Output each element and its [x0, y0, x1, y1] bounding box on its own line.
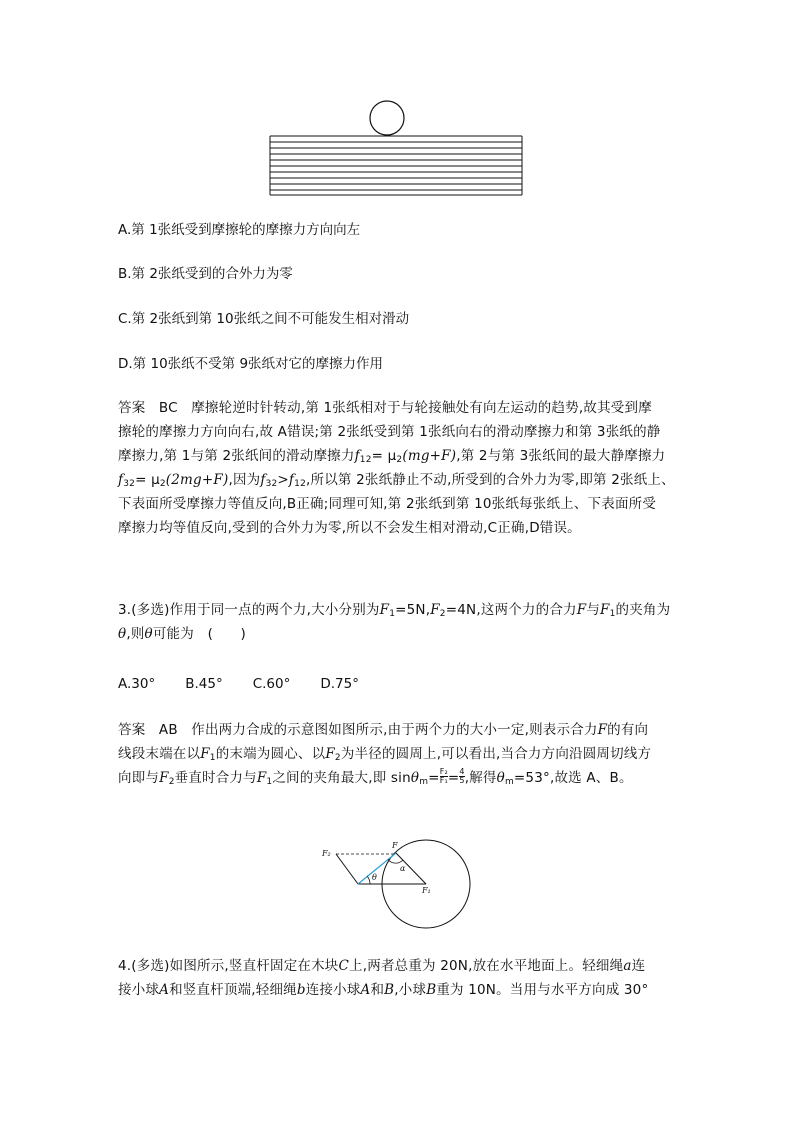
answer-text: 为半径的圆周上,可以看出,当合力方向沿圆周切线方 [340, 746, 652, 762]
q2-option-a: A.第 1张纸受到摩擦轮的摩擦力方向向左 [118, 222, 361, 238]
symbol: f [260, 472, 266, 488]
symbol: B [426, 982, 437, 998]
subscript: 12 [294, 479, 306, 489]
symbol: a [623, 958, 632, 974]
q3-option-c: C.60° [252, 676, 291, 692]
answer-label: 答案 [118, 400, 146, 416]
friction-wheel [370, 101, 404, 135]
symbol: >f [277, 472, 295, 488]
subscript: 2 [168, 777, 175, 787]
subscript: 32 [265, 479, 278, 489]
answer-key: AB [158, 722, 178, 738]
symbol: F [325, 746, 335, 762]
question-text: 3.(多选)作用于同一点的两个力,大小分别为 [118, 602, 380, 618]
subscript: 2 [159, 479, 166, 489]
symbol: A [159, 982, 170, 998]
answer-text: 摩擦轮逆时针转动,第 1张纸相对于与轮接触处有向左运动的趋势,故其受到摩 [191, 400, 652, 416]
subscript: m [419, 777, 429, 787]
answer-text: 之间的夹角最大,即 sin [272, 770, 411, 786]
question-text: 可能为 ( ) [152, 626, 246, 642]
question-text: 上,两者总重为 20N,放在水平地面上。轻细绳 [349, 958, 624, 974]
q3-option-b: B.45° [185, 676, 223, 692]
q3-option-d: D.75° [320, 676, 359, 692]
q4-stem [118, 954, 678, 1002]
f2-vector [336, 854, 358, 884]
question-text: ,小球 [394, 982, 427, 998]
symbol: F [576, 602, 587, 618]
symbol: F [379, 602, 390, 618]
answer-text: 垂直时合力与 [174, 770, 257, 786]
question-text: 的夹角为 [615, 602, 671, 618]
answer-text: 擦轮的摩擦力方向向右,故 A错误;第 2张纸受到第 1张纸向右的滑动摩擦力和第 3张纸的静 [118, 424, 661, 440]
answer-key: BC [158, 400, 178, 416]
q2-option-d: D.第 10张纸不受第 9张纸对它的摩擦力作用 [118, 356, 384, 372]
alpha-arc [388, 860, 403, 864]
q2-option-b: B.第 2张纸受到的合外力为零 [118, 266, 293, 282]
question-text: =5N, [395, 602, 431, 618]
symbol: θ [118, 626, 127, 642]
paper-stack-figure [268, 100, 526, 198]
label-f1: F₁ [422, 886, 431, 895]
question-text: 和竖直杆顶端,轻细绳 [169, 982, 297, 998]
label-f: F [392, 841, 398, 850]
symbol: A [360, 982, 371, 998]
fraction-f2-f1: $\frac{\text{F₂}}{\text{F₁}}$ [439, 767, 448, 785]
symbol: B [384, 982, 395, 998]
question-text: 4.(多选)如图所示,竖直杆固定在木块 [118, 958, 339, 974]
question-text: 连 [631, 958, 646, 974]
symbol: = μ [371, 448, 397, 464]
question-text: ,则 [126, 626, 145, 642]
answer-text: 下表面所受摩擦力等值反向,B正确;同理可知,第 2张纸到第 10张纸每张纸上、下表面所受 [118, 496, 657, 512]
symbol: f [354, 448, 360, 464]
q2-option-c: C.第 2张纸到第 10张纸之间不可能发生相对滑动 [118, 311, 410, 327]
symbol: θ [410, 770, 420, 786]
label-f2: F₂ [322, 849, 331, 858]
q3-option-a: A.30° [118, 676, 156, 692]
formula: (mg+F) [402, 448, 457, 464]
symbol: F [200, 746, 210, 762]
question-text: 与 [586, 602, 601, 618]
answer-text: =53°,故选 A、B。 [513, 770, 633, 786]
symbol: θ [496, 770, 505, 786]
subscript: m [504, 777, 514, 787]
resultant-f-vector [358, 853, 396, 884]
subscript: 2 [334, 753, 341, 763]
answer-text: 的末端为圆心、以 [215, 746, 326, 762]
answer-text: ,第 2与第 3张纸间的最大静摩擦力 [456, 448, 666, 464]
answer-text: 的有向 [607, 722, 649, 738]
symbol: F [159, 770, 169, 786]
symbol: b [296, 982, 306, 998]
subscript: 2 [439, 609, 446, 619]
answer-text: ,解得 [464, 770, 497, 786]
symbol: C [338, 958, 350, 974]
formula: (2mg+F) [165, 472, 229, 488]
q3-options [118, 675, 678, 693]
answer-text: ,因为 [228, 472, 261, 488]
theta-arc [367, 876, 370, 884]
q3-stem [118, 598, 678, 646]
symbol: = μ [135, 472, 160, 488]
q2-answer [118, 396, 678, 540]
symbol: f [118, 472, 124, 488]
question-text: 和 [370, 982, 385, 998]
answer-text: 摩擦力,第 1与第 2张纸间的滑动摩擦力 [118, 448, 355, 464]
label-theta: θ [372, 873, 377, 882]
subscript: 1 [389, 609, 396, 619]
question-text: =4N,这两个力的合力 [445, 602, 577, 618]
label-alpha: α [400, 864, 406, 873]
answer-text: = [447, 770, 460, 786]
subscript: 2 [396, 455, 403, 465]
answer-text: = [428, 770, 440, 786]
answer-text: ,所以第 2张纸静止不动,所受到的合外力为零,即第 2张纸上、 [306, 472, 675, 488]
force-composition-figure [318, 838, 478, 930]
symbol: θ [144, 626, 153, 642]
answer-text: 摩擦力均等值反向,受到的合外力为零,所以不会发生相对滑动,C正确,D错误。 [118, 520, 581, 536]
answer-text: 作出两力合成的示意图如图所示,由于两个力的大小一定,则表示合力 [191, 722, 598, 738]
subscript: 12 [359, 455, 372, 465]
symbol: F [430, 602, 440, 618]
subscript: 1 [209, 753, 216, 763]
question-text: 接小球 [118, 982, 160, 998]
question-text: 连接小球 [305, 982, 361, 998]
answer-text: 线段末端在以 [118, 746, 201, 762]
subscript: 1 [609, 609, 616, 619]
answer-text: 向即与 [118, 770, 160, 786]
fraction-4-5: $\frac{4}{5}$ [459, 767, 465, 785]
symbol: F [597, 722, 608, 738]
subscript: 1 [266, 777, 273, 787]
symbol: F [600, 602, 610, 618]
answer-label: 答案 [118, 722, 146, 738]
question-text: 重为 10N。当用与水平方向成 30° [436, 982, 649, 998]
q3-answer [118, 718, 678, 790]
subscript: 32 [123, 479, 136, 489]
paper-sheets [270, 136, 522, 195]
symbol: F [256, 770, 267, 786]
